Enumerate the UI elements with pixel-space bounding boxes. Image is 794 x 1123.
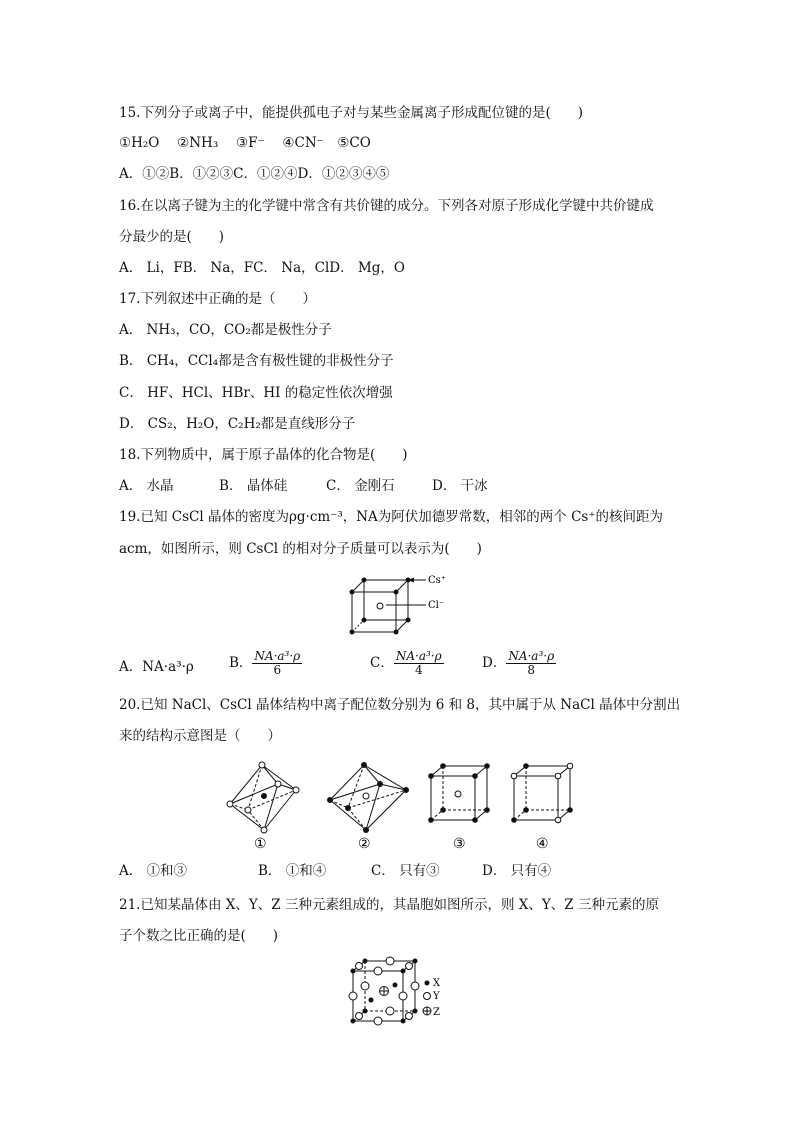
q19-option-b: B． $\frac{\text{NA·a³·ρ}}{6}$ <box>229 649 301 677</box>
q20-option-d: D． 只有④ <box>482 863 552 879</box>
q18-option-c: C． 金刚石 <box>326 478 395 494</box>
q21-stem-cont: 子个数之比正确的是( ) <box>119 928 279 944</box>
q18-option-d: D． 干冰 <box>432 478 488 494</box>
q17-stem: 17.下列叙述中正确的是（ ） <box>119 291 316 307</box>
structure-label-3: ③ <box>453 836 466 852</box>
q17-option-b: B． CH₄，CCl₄都是含有极性键的非极性分子 <box>119 353 394 369</box>
octahedron-structure-1 <box>224 760 304 850</box>
structure-label-4: ④ <box>536 836 549 852</box>
q16-stem: 16.在以离子键为主的化学键中常含有共价键的成分。下列各对原子形成化学键中共价键成 <box>119 198 654 214</box>
q19-stem-cont: acm，如图所示，则 CsCl 的相对分子质量可以表示为( ) <box>119 541 482 557</box>
q20-option-a: A． ①和③ <box>119 863 188 879</box>
legend-z: Z <box>433 1007 440 1018</box>
q21-stem: 21.已知某晶体由 X、Y、Z 三种元素组成的，其晶胞如图所示，则 X、Y、Z 三种元素的原 <box>119 897 659 913</box>
xyz-unit-cell-figure <box>345 955 455 1027</box>
q19-option-d: D． $\frac{\text{NA·a³·ρ}}{8}$ <box>482 649 555 677</box>
cs-ion-label: Cs⁺ <box>428 575 447 586</box>
q18-stem: 18.下列物质中，属于原子晶体的化合物是( ) <box>119 447 408 463</box>
cscl-unit-cell-figure <box>340 570 470 640</box>
q15-items: ①H₂O ②NH₃ ③F⁻ ④CN⁻ ⑤CO <box>119 135 371 151</box>
structure-label-2: ② <box>358 836 371 852</box>
structure-label-1: ① <box>254 836 267 852</box>
q15-options: A．①②B．①②③C．①②④D．①②③④⑤ <box>119 166 390 182</box>
legend-y: Y <box>433 991 440 1002</box>
q16-options: A． Li，FB． Na，FC． Na，ClD． Mg，O <box>119 260 405 276</box>
q20-stem-cont: 来的结构示意图是（ ） <box>119 728 281 744</box>
q19-stem: 19.已知 CsCl 晶体的密度为ρg·cm⁻³，NA为阿伏加德罗常数，相邻的两个 Cs⁺的核间距为 <box>119 509 663 525</box>
q20-option-b: B． ①和④ <box>258 863 327 879</box>
q18-option-b: B． 晶体硅 <box>219 478 288 494</box>
q15-stem: 15.下列分子或离子中，能提供孤电子对与某些金属离子形成配位键的是( ) <box>119 105 584 121</box>
q20-option-c: C． 只有③ <box>371 863 440 879</box>
legend-x: X <box>433 978 441 989</box>
q19-option-a: A．NA·a³·ρ <box>119 659 194 675</box>
q18-option-a: A． 水晶 <box>119 478 174 494</box>
q17-option-a: A． NH₃，CO，CO₂都是极性分子 <box>119 322 332 338</box>
cube-structure-3 <box>425 760 505 850</box>
cube-structure-4 <box>508 760 588 850</box>
cl-ion-label: Cl⁻ <box>428 600 445 611</box>
q17-option-d: D． CS₂，H₂O，C₂H₂都是直线形分子 <box>119 416 356 432</box>
octahedron-structure-2 <box>322 760 412 850</box>
q16-stem-cont: 分最少的是( ) <box>119 229 225 245</box>
q19-option-c: C． $\frac{\text{NA·a³·ρ}}{4}$ <box>370 649 442 677</box>
q20-stem: 20.已知 NaCl、CsCl 晶体结构中离子配位数分别为 6 和 8，其中属于从 NaCl 晶体中分割出 <box>119 697 681 713</box>
q17-option-c: C． HF、HCl、HBr、HI 的稳定性依次增强 <box>119 385 393 401</box>
